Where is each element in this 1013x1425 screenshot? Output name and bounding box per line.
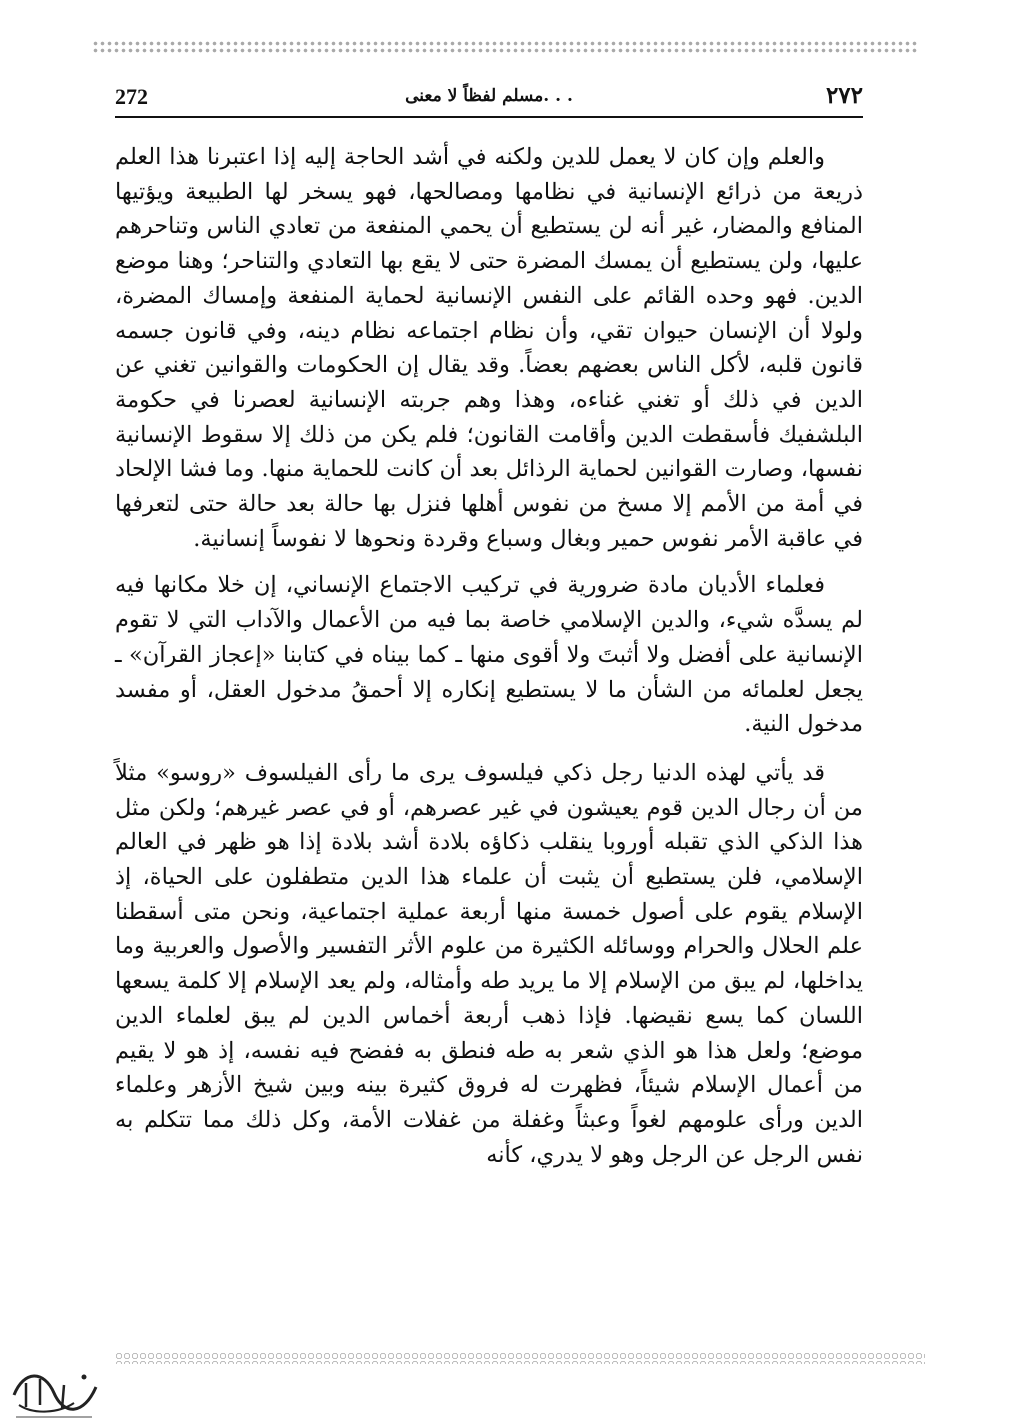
page-header (115, 82, 863, 118)
paragraph: فعلماء الأديان مادة ضرورية في تركيب الاجتماع الإنساني، إن خلا مكانها فيه لم يسدَّه شيء، والدين الإسلامي خاصة بما فيه من الأعمال والآداب التي لا تقوم الإنسانية على أفضل ولا أثبتَ ولا أقوى منها ـ كما بيناه في كتابنا «إعجاز القرآن» ـ يجعل لعلمائه من الشأن ما لا يستطيع إنكاره إلا أحمقُ مدخول العقل، أو مفسد مدخول النية. (115, 572, 863, 738)
page-number-latin: 272 (115, 84, 148, 109)
library-seal-icon (4, 1365, 104, 1425)
page-number-arabic: ٢٧٢ (825, 82, 863, 109)
paragraph: قد يأتي لهذه الدنيا رجل ذكي فيلسوف يرى ما رأى الفيلسوف «روسو» مثلاً من أن رجال الدين قوم يعيشون في غير عصرهم، أو في عصر غيرهم؛ ولكن مثل هذا الذكي الذي تقبله أوروبا ينقلب ذكاؤه بلادة أشد بلادة إذا هو ظهر في العالم الإسلامي، فلن يستطيع أن يثبت أن علماء هذا الدين متطفلون على الحياة، إذ الإسلام يقوم على أصول خمسة منها أربعة عملية اجتماعية، ونحن متى أسقطنا علم الحلال والحرام ووسائله الكثيرة من علوم الأثر التفسير والأصول والعربية وما يداخلها، لم يبق من الإسلام إلا ما يريد طه وأمثاله، ولم يعد الإسلام إلا كلمة يسعها اللسان كما يسع نقيضها. فإذا ذهب أربعة أخماس الدين لم يبق لعلماء الدين موضع؛ ولعل هذا هو الذي شعر به طه فنطق به ففضح فيه نفسه، إذ هو لا يقيم من أعمال الإسلام شيئاً، فظهرت له فروق كثيرة بينه وبين شيخ الأزهر وعلماء الدين ورأى علومهم لغواً وعبثاً وغفلة من غفلات الأمة، وكل ذلك مما تتكلم به نفس الرجل عن الرجل وهو لا يدري، كأنه (115, 759, 863, 1168)
paragraph: والعلم وإن كان لا يعمل للدين ولكنه في أشد الحاجة إليه إذا اعتبرنا هذا العلم ذريعة من ذرائع الإنسانية في نظامها ومصالحها، فهو يسخر لها الطبيعة ويؤتيها المنافع والمضار، غير أنه لن يستطيع أن يحمي المنفعة من تعادي الناس وتناحرهم عليها، ولن يستطيع أن يمسك المضرة حتى لا يقع بها التعادي والتناحر؛ وهنا موضع الدين. فهو وحده القائم على النفس الإنسانية لحماية المنفعة وإمساك المضرة، ولولا أن الإنسان حيوان تقي، وأن نظام اجتماعه نظام دينه، وفي قانون جسمه قانون قلبه، لأكل الناس بعضهم بعضاً. وقد يقال إن الحكومات والقوانين تغني عن الدين في ذلك أو تغني غناءه، وهذا وهم جربته الإنسانية لعصرنا في حكومة البلشفيك فأسقطت الدين وأقامت القانون؛ فلم يكن من ذلك إلا سقوط الإنسانية نفسها، وصارت القوانين لحماية الرذائل بعد أن كانت للحماية منها. وما فشا الإلحاد في أمة من الأمم إلا مسخ من نفوس أهلها فنزل بها حالة بعد حالة حتى لتعرفها في عاقبة الأمر نفوس حمير وبغال وسباع وقردة ونحوها لا نفوساً إنسانية. (115, 144, 863, 552)
running-title: مسلم لفظاً لا معنى. . . (405, 86, 573, 106)
bottom-ornamental-border (115, 1352, 925, 1364)
page-body (115, 140, 863, 1172)
top-ornamental-border (92, 40, 918, 54)
